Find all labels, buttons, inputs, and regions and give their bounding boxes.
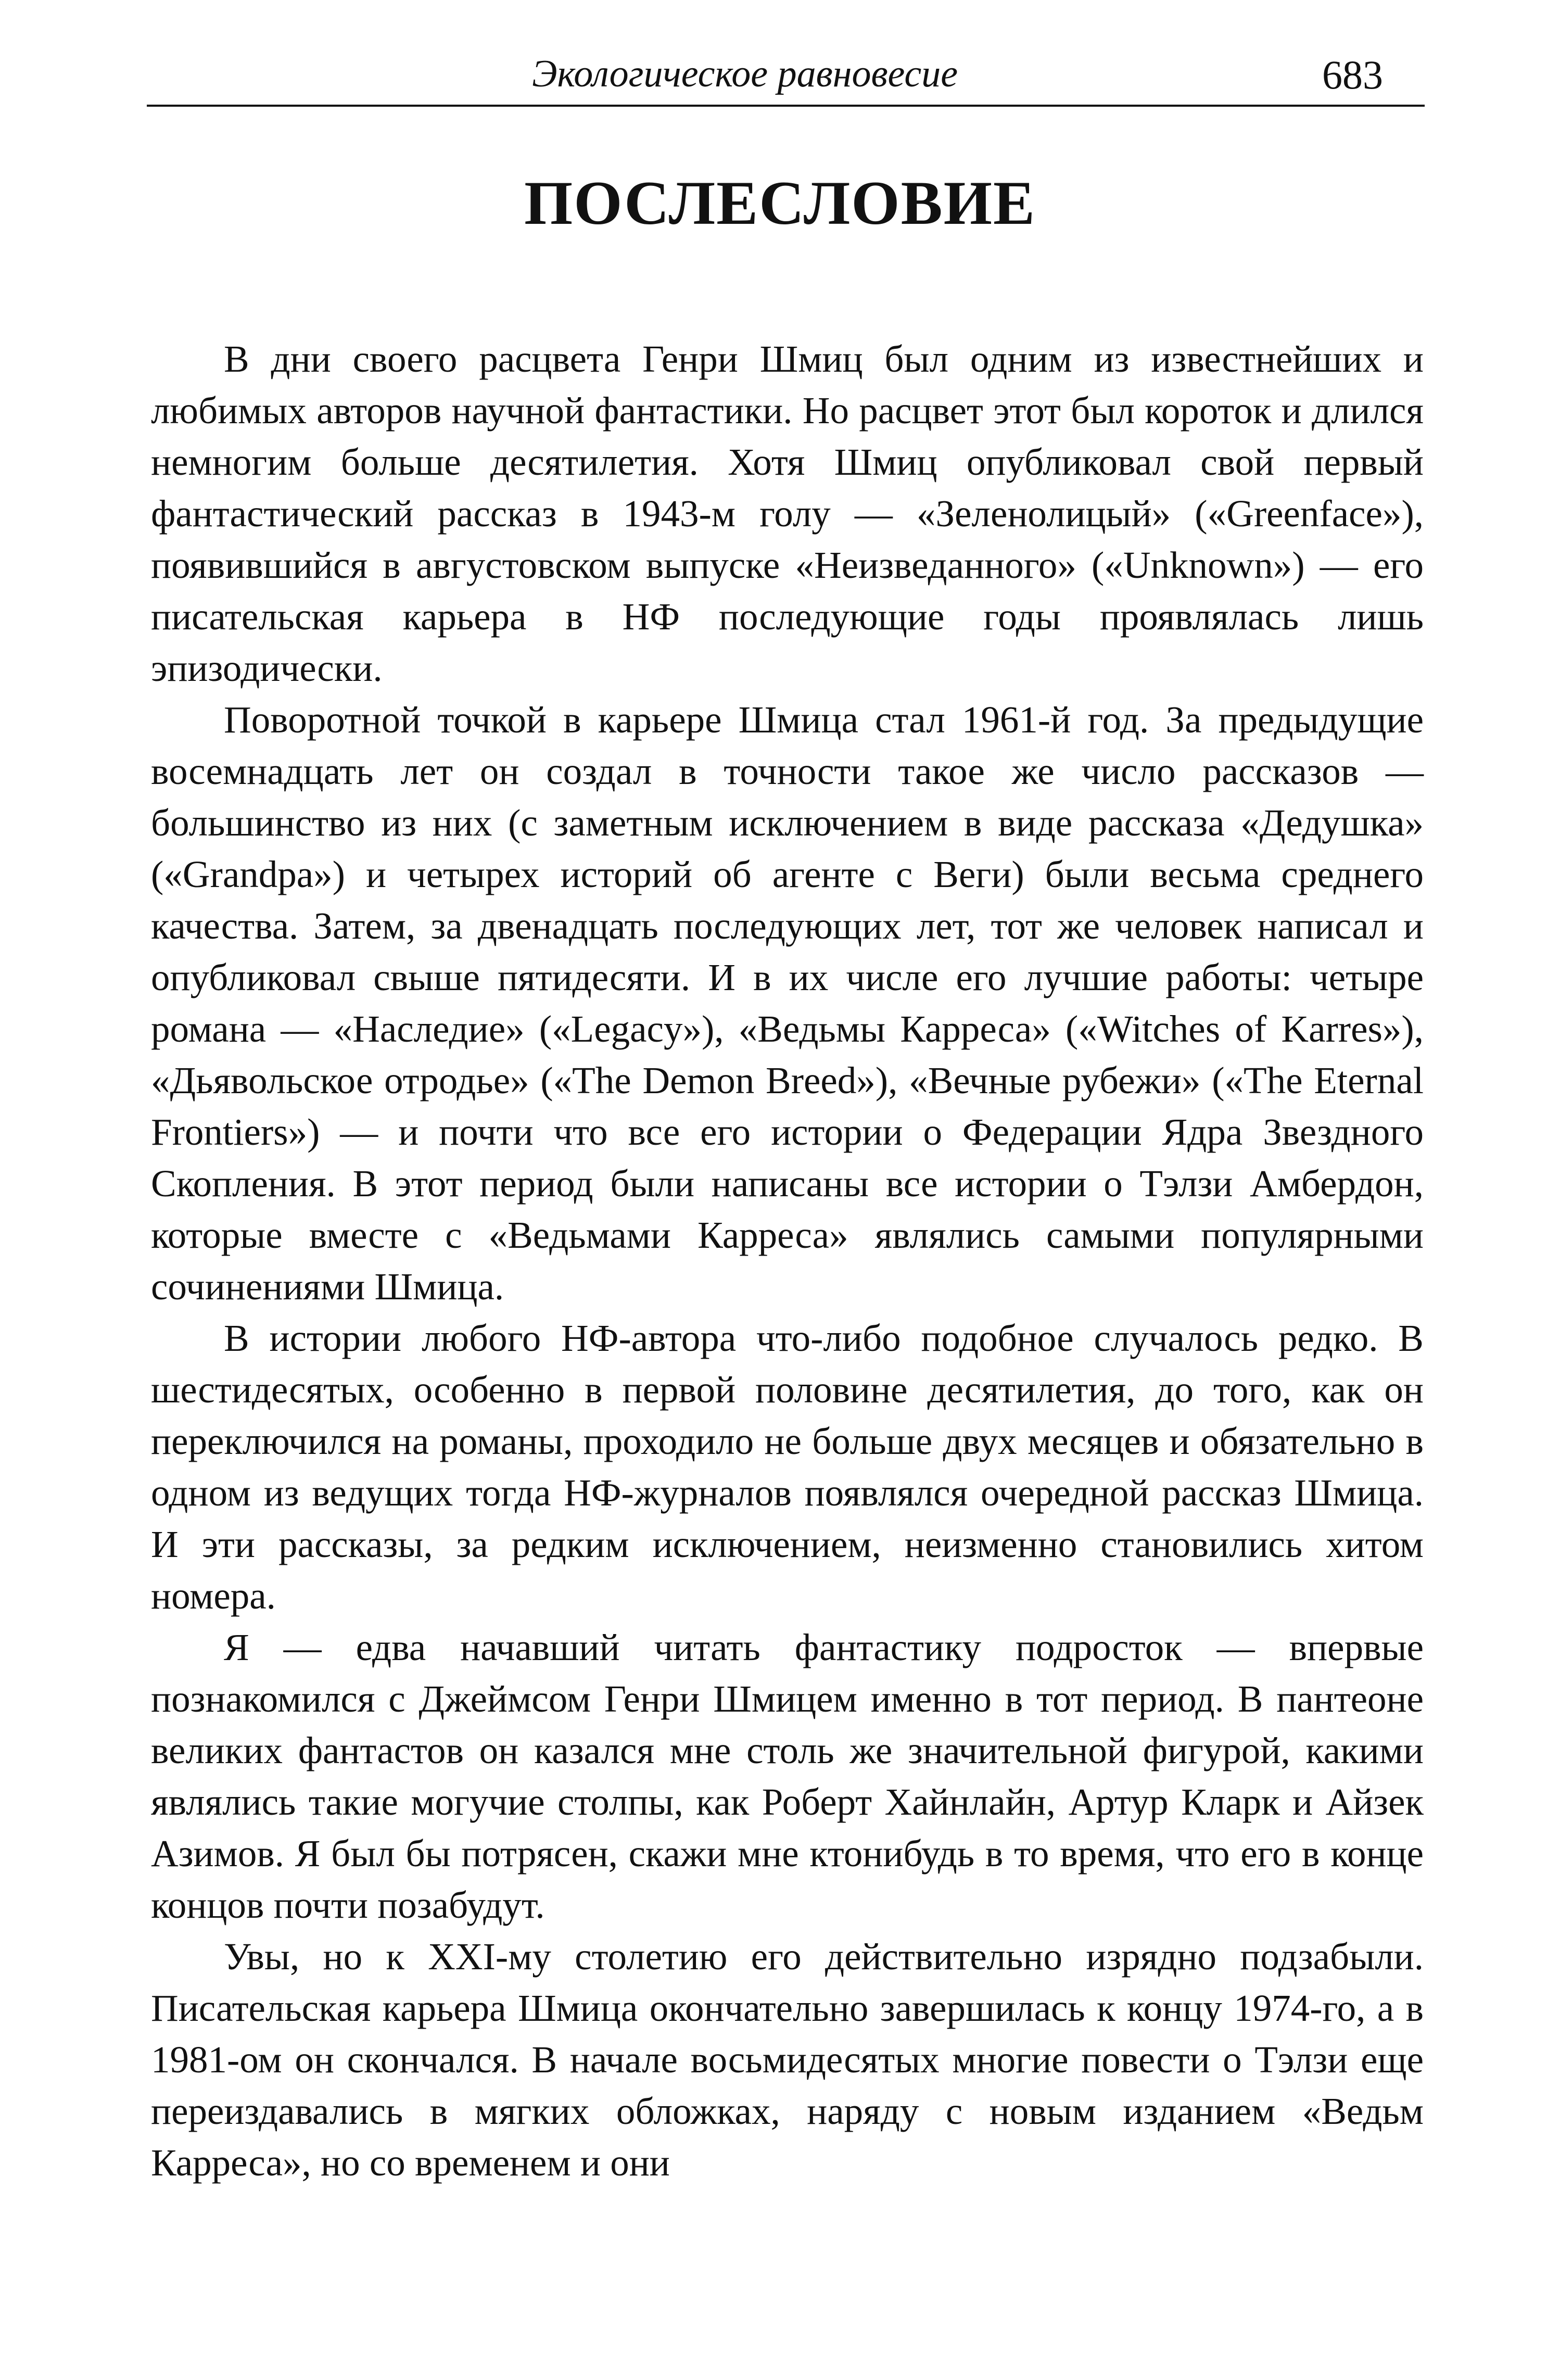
- header-rule: [147, 105, 1425, 107]
- paragraph: Я — едва начавший читать фантастику подросток — впервые познакомился с Джеймсом Генри Шмицем именно в тот период. В пантеоне великих фантастов он казался мне столь же значительной фигурой, какими являлись такие могучие столпы, как Роберт Хайнлайн, Артур Кларк и Айзек Азимов. Я был бы потрясен, скажи мне ктонибудь в то время, что его в конце концов почти позабудут.: [151, 1626, 1424, 1926]
- page-number: 683: [1322, 52, 1383, 97]
- running-head: [147, 44, 1425, 107]
- paragraph: Поворотной точкой в карьере Шмица стал 1961-й год. За предыдущие восемнадцать лет он создал в точности такое же число рассказов — большинство из них (с заметным исключением в виде рассказа «Дедушка» («Grandpa») и четырех историй об агенте с Веги) были весьма среднего качества. Затем, за двенадцать последующих лет, тот же человек написал и опубликовал свыше пятидесяти. И в их числе его лучшие работы: четыре романа — «Наследие» («Legacy»), «Ведьмы Карреса» («Witches of Karres»), «Дьявольское отродье» («The Demon Breed»), «Вечные рубежи» («The Eternal Frontiers») — и почти что все его истории о Федерации Ядра Звездного Скопления. В этот период были написаны все истории о Тэлзи Амбердон, которые вместе с «Ведьмами Карреса» являлись самыми популярными сочинениями Шмица.: [151, 699, 1424, 1308]
- paragraph: Увы, но к XXI-му столетию его действительно изрядно подзабыли. Писательская карьера Шмица окончательно завершилась к концу 1974-го, а в 1981-ом он скончался. В начале восьмидесятых многие повести о Тэлзи еще переиздавались в мягких обложках, наряду с новым изданием «Ведьм Карреса», но со временем и они: [151, 1935, 1424, 2184]
- body-text: [151, 333, 1424, 2188]
- paragraph: В дни своего расцвета Генри Шмиц был одним из известнейших и любимых авторов научной фантастики. Но расцвет этот был короток и длился немногим больше десятилетия. Хотя Шмиц опубликовал свой первый фантастический рассказ в 1943-м голу — «Зеленолицый» («Greenface»), появившийся в августовском выпуске «Неизведанного» («Unknown») — его писательская карьера в НФ последующие годы проявлялась лишь эпизодически.: [151, 338, 1424, 689]
- paragraph: В истории любого НФ-автора что-либо подобное случалось редко. В шестидесятых, особенно в первой половине десятилетия, до того, как он переключился на романы, проходило не больше двух месяцев и обязательно в одном из ведущих тогда НФ-журналов появлялся очередной рассказ Шмица. И эти рассказы, за редким исключением, неизменно становились хитом номера.: [151, 1317, 1424, 1617]
- chapter-title: ПОСЛЕСЛОВИЕ: [524, 168, 1036, 237]
- running-title: Экологическое равновесие: [532, 53, 958, 95]
